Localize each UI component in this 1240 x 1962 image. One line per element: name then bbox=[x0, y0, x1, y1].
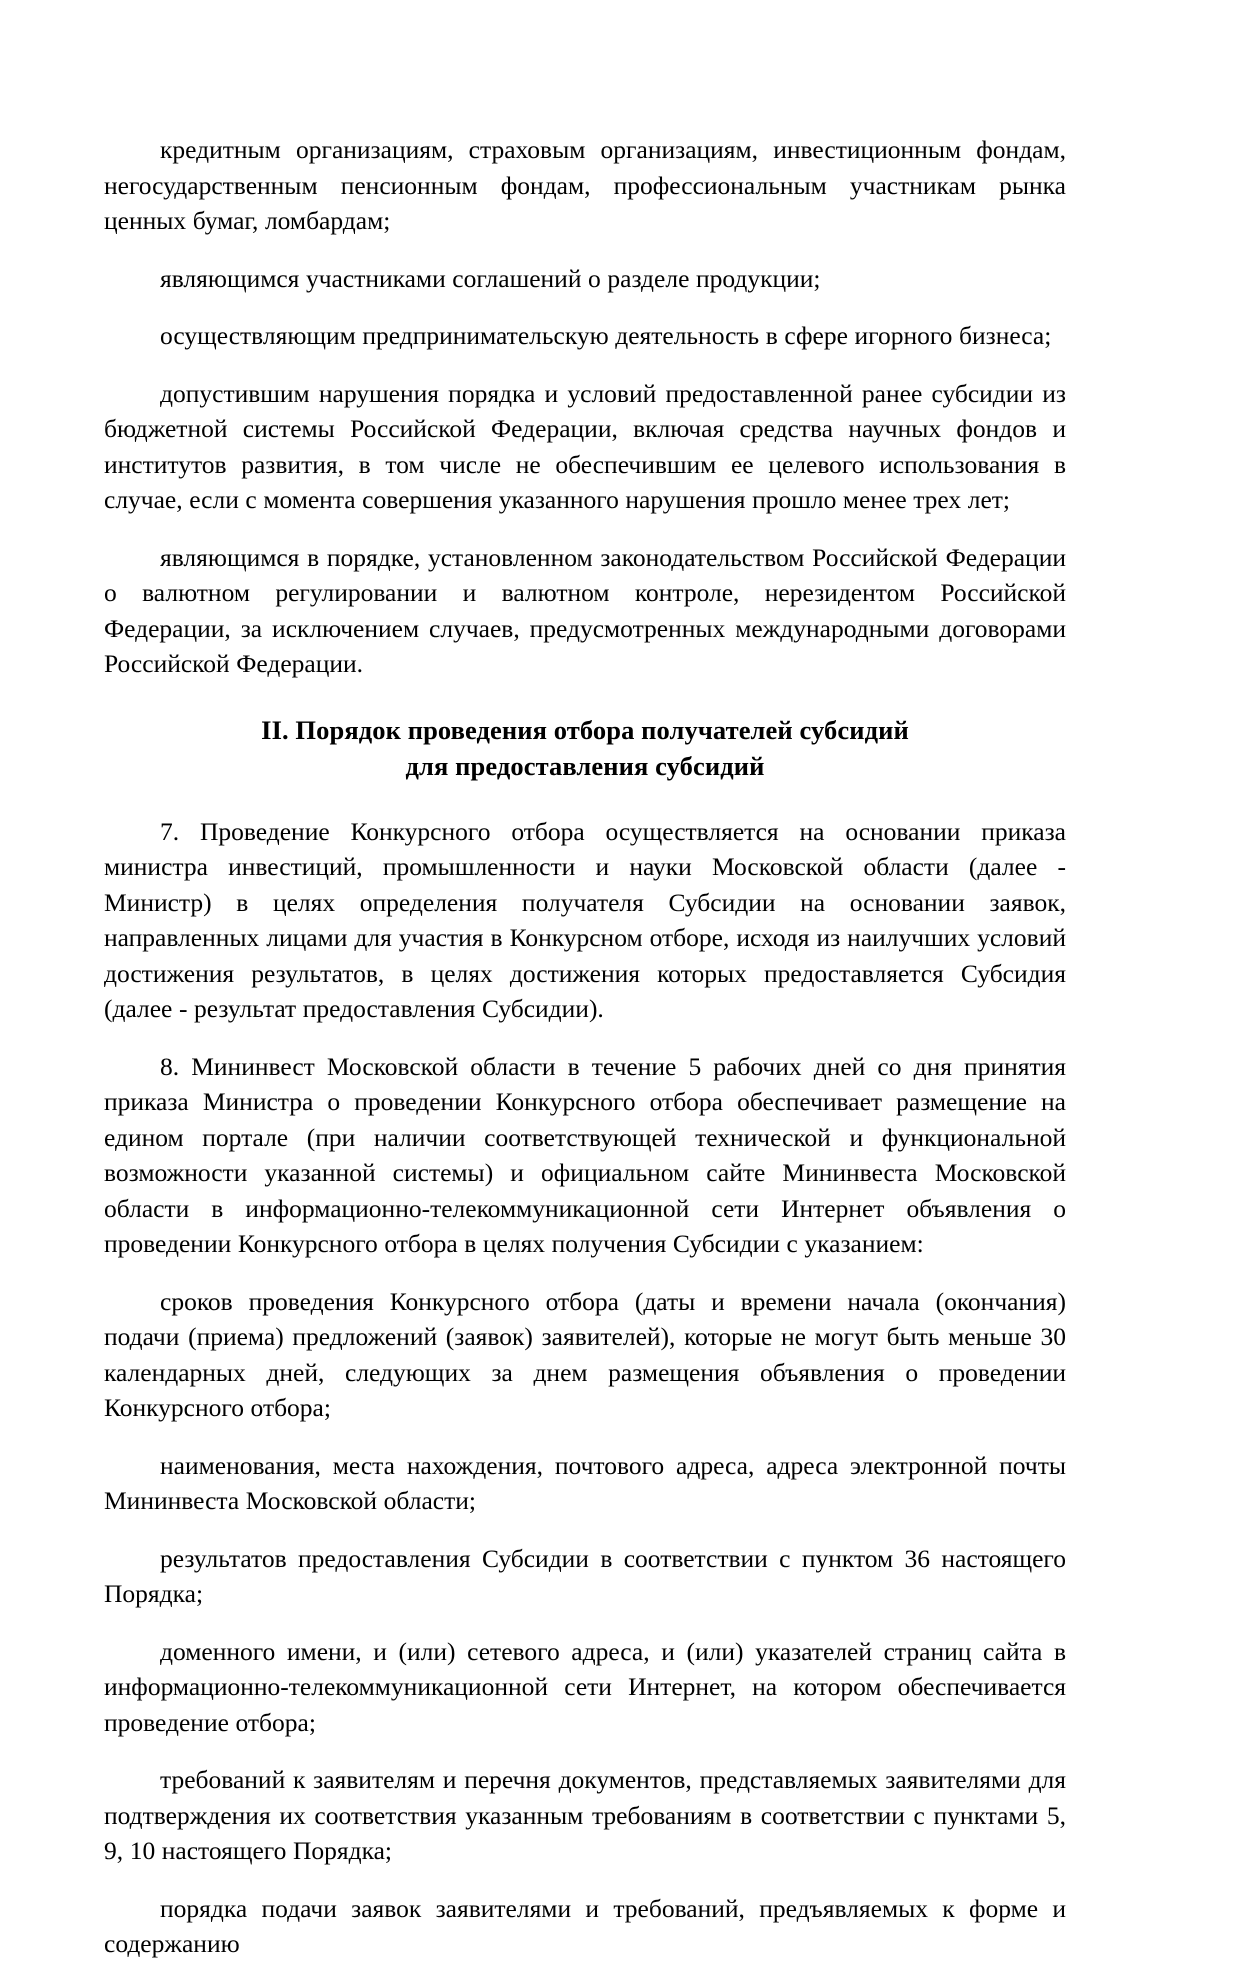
heading-spacer-bottom bbox=[104, 784, 1066, 814]
paragraph-subsidy-violations: допустившим нарушения порядка и условий предоставленной ранее субсидии из бюджетной системы Российской Федерации, включая средства научных фондов и институтов развития, в том числе не обеспечившим ее целевого использования в случае, если с момента совершения указанного нарушения прошло менее трех лет; bbox=[104, 378, 1066, 514]
section-heading-line-1: II. Порядок проведения отбора получателей субсидий bbox=[261, 714, 909, 745]
paragraph-subsidy-results: результатов предоставления Субсидии в соответствии с пунктом 36 настоящего Порядка; bbox=[104, 1543, 1066, 1608]
paragraph-spacer bbox=[104, 1426, 1066, 1448]
paragraph-names-and-addresses: наименования, места нахождения, почтового адреса, адреса электронной почты Мининвеста Московской области; bbox=[104, 1450, 1066, 1515]
heading-spacer-top bbox=[104, 682, 1066, 712]
paragraph-item-8: 8. Мининвест Московской области в течение 5 рабочих дней со дня принятия приказа Министра о проведении Конкурсного отбора обеспечивает размещение на едином портале (при наличии соответствующей технической и функциональной возможности указанной системы) и официальном сайте Мининвеста Московской области в информационно-телекоммуникационной сети Интернет объявления о проведении Конкурсного отбора в целях получения Субсидии с указанием: bbox=[104, 1051, 1066, 1258]
section-heading bbox=[104, 712, 1066, 784]
paragraph-spacer bbox=[104, 296, 1066, 318]
section-heading-line-2: для предоставления субсидий bbox=[405, 750, 765, 781]
paragraph-selection-terms: сроков проведения Конкурсного отбора (даты и времени начала (окончания) подачи (приема) предложений (заявок) заявителей), которые не могут быть меньше 30 календарных дней, следующих за днем размещения объявления о проведении Конкурсного отбора; bbox=[104, 1286, 1066, 1422]
paragraph-item-7: 7. Проведение Конкурсного отбора осуществляется на основании приказа министра инвестиций, промышленности и науки Московской области (далее - Министр) в целях определения получателя Субсидии на основании заявок, направленных лицами для участия в Конкурсном отборе, исходя из наилучших условий достижения результатов, в целях достижения которых предоставляется Субсидия (далее - результат предоставления Субсидии). bbox=[104, 816, 1066, 1023]
paragraph-spacer bbox=[104, 1262, 1066, 1284]
paragraph-submission-order: порядка подачи заявок заявителями и требований, предъявляемых к форме и содержанию bbox=[104, 1893, 1066, 1958]
paragraph-applicant-requirements: требований к заявителям и перечня документов, представляемых заявителями для подтверждения их соответствия указанным требованиям в соответствии с пунктами 5, 9, 10 настоящего Порядка; bbox=[104, 1765, 1066, 1865]
paragraph-spacer bbox=[104, 1027, 1066, 1049]
paragraph-spacer bbox=[104, 354, 1066, 376]
paragraph-domain-name: доменного имени, и (или) сетевого адреса, и (или) указателей страниц сайта в информационно-телекоммуникационной сети Интернет, на котором обеспечивается проведение отбора; bbox=[104, 1636, 1066, 1737]
paragraph-spacer bbox=[104, 518, 1066, 540]
document-body bbox=[104, 132, 1066, 1962]
paragraph-credit-organizations: кредитным организациям, страховым организациям, инвестиционным фондам, негосударственным пенсионным фондам, профессиональным участникам рынка ценных бумаг, ломбардам; bbox=[104, 135, 1066, 235]
paragraph-gambling-business: осуществляющим предпринимательскую деятельность в сфере игорного бизнеса; bbox=[160, 321, 1052, 350]
paragraph-spacer bbox=[104, 1869, 1066, 1891]
paragraph-production-sharing: являющимся участниками соглашений о разделе продукции; bbox=[160, 263, 821, 293]
paragraph-spacer bbox=[104, 1519, 1066, 1541]
paragraph-spacer bbox=[104, 1740, 1066, 1762]
paragraph-spacer bbox=[104, 1612, 1066, 1634]
paragraph-spacer bbox=[104, 239, 1066, 261]
paragraph-nonresident: являющимся в порядке, установленном законодательством Российской Федерации о валютном регулировании и валютном контроле, нерезидентом Российской Федерации, за исключением случаев, предусмотренных международными договорами Российской Федерации. bbox=[104, 542, 1066, 678]
